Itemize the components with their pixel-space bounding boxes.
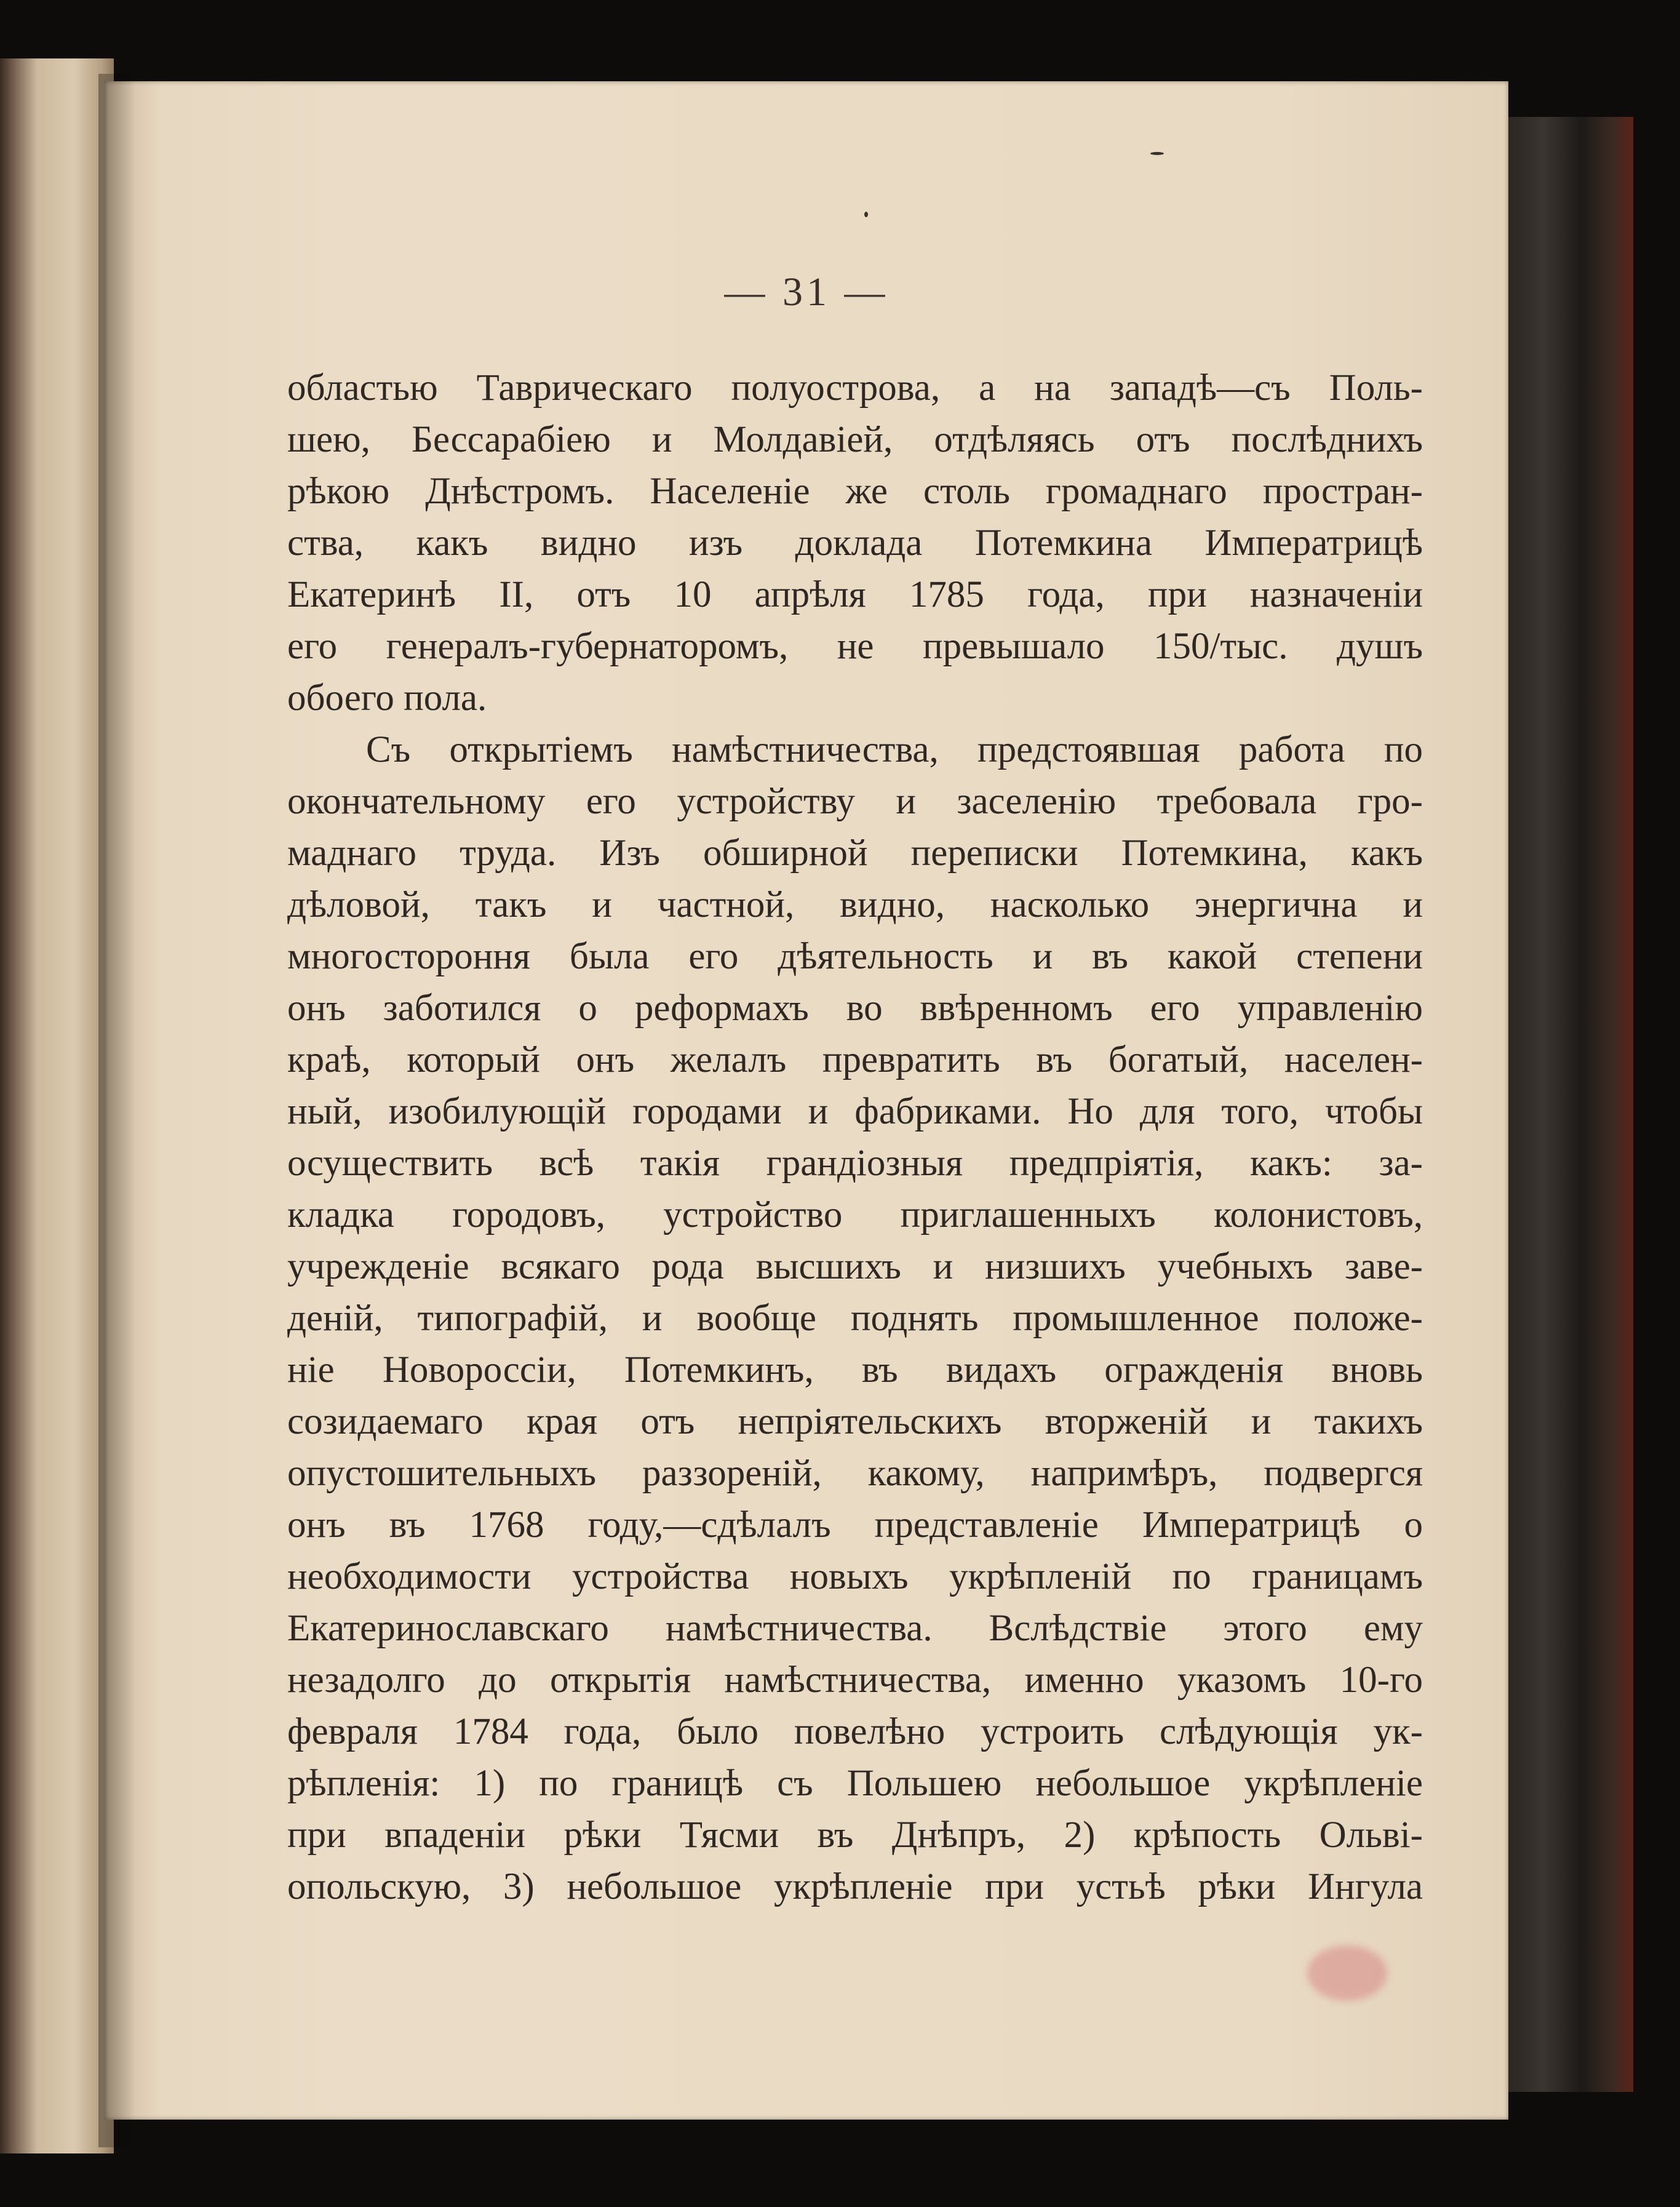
red-stain <box>1307 1946 1387 2001</box>
previous-page-edge <box>0 58 114 2153</box>
text-line: многостороння была его дѣятельность и въ какой степени <box>287 936 1423 977</box>
text-line: незадолго до открытія намѣстничества, именно указомъ 10-го <box>287 1659 1423 1701</box>
text-line: созидаемаго края отъ непріятельскихъ вторженій и такихъ <box>287 1401 1423 1442</box>
text-line: осуществить всѣ такія грандіозныя предпріятія, какъ: за- <box>287 1143 1423 1184</box>
text-line: ный, изобилующій городами и фабриками. Но для того, чтобы <box>287 1091 1423 1132</box>
book-cover-edge <box>1507 117 1633 2092</box>
text-line: деній, типографій, и вообще поднять промышленное положе- <box>287 1298 1423 1339</box>
ink-speck <box>864 212 868 217</box>
text-line: необходимости устройства новыхъ укрѣпленій по границамъ <box>287 1556 1423 1597</box>
page-number: — 31 — <box>724 269 889 314</box>
text-line: Екатеринославскаго намѣстничества. Вслѣдствіе этого ему <box>287 1608 1423 1649</box>
text-line: онъ въ 1768 году,—сдѣлалъ представленіе Императрицѣ о <box>287 1504 1423 1546</box>
book-page <box>105 81 1508 2120</box>
paragraph-start-line: Съ открытіемъ намѣстничества, предстоявшая работа по <box>366 729 1423 770</box>
text-line: при впаденіи рѣки Тясми въ Днѣпръ, 2) крѣпость Ольві- <box>287 1814 1423 1856</box>
text-line: обоего пола. <box>287 677 487 719</box>
text-line: краѣ, который онъ желалъ превратить въ богатый, населен- <box>287 1039 1423 1080</box>
text-line: Екатеринѣ II, отъ 10 апрѣля 1785 года, при назначеніи <box>287 574 1423 615</box>
text-line: опустошительныхъ раззореній, какому, напримѣръ, подвергся <box>287 1453 1423 1494</box>
text-line: шею, Бессарабіею и Молдавіей, отдѣляясь отъ послѣднихъ <box>287 419 1423 460</box>
text-line: дѣловой, такъ и частной, видно, насколько энергична и <box>287 884 1423 925</box>
text-line: областью Таврическаго полуострова, а на западѣ—съ Поль- <box>287 367 1423 409</box>
text-line: маднаго труда. Изъ обширной переписки Потемкина, какъ <box>287 832 1423 874</box>
text-line: окончательному его устройству и заселенію требовала гро- <box>287 781 1423 822</box>
text-line: рѣкою Днѣстромъ. Населеніе же столь громаднаго простран- <box>287 471 1423 512</box>
text-line: опольскую, 3) небольшое укрѣпленіе при устьѣ рѣки Ингула <box>287 1866 1423 1907</box>
ink-speck <box>1150 152 1164 155</box>
binding-shadow <box>98 74 135 2147</box>
text-line: рѣпленія: 1) по границѣ съ Польшею небольшое укрѣпленіе <box>287 1763 1423 1804</box>
text-line: февраля 1784 года, было повелѣно устроить слѣдующія ук- <box>287 1711 1423 1752</box>
text-line: учрежденіе всякаго рода высшихъ и низшихъ учебныхъ заве- <box>287 1246 1423 1287</box>
text-line: его генералъ-губернаторомъ, не превышало 150/тыс. душъ <box>287 626 1423 667</box>
text-line: кладка городовъ, устройство приглашенныхъ колонистовъ, <box>287 1194 1423 1235</box>
text-line: ства, какъ видно изъ доклада Потемкина Императрицѣ <box>287 522 1423 564</box>
text-line: онъ заботился о реформахъ во ввѣренномъ его управленію <box>287 988 1423 1029</box>
text-line: ніе Новороссіи, Потемкинъ, въ видахъ огражденія вновь <box>287 1349 1423 1391</box>
